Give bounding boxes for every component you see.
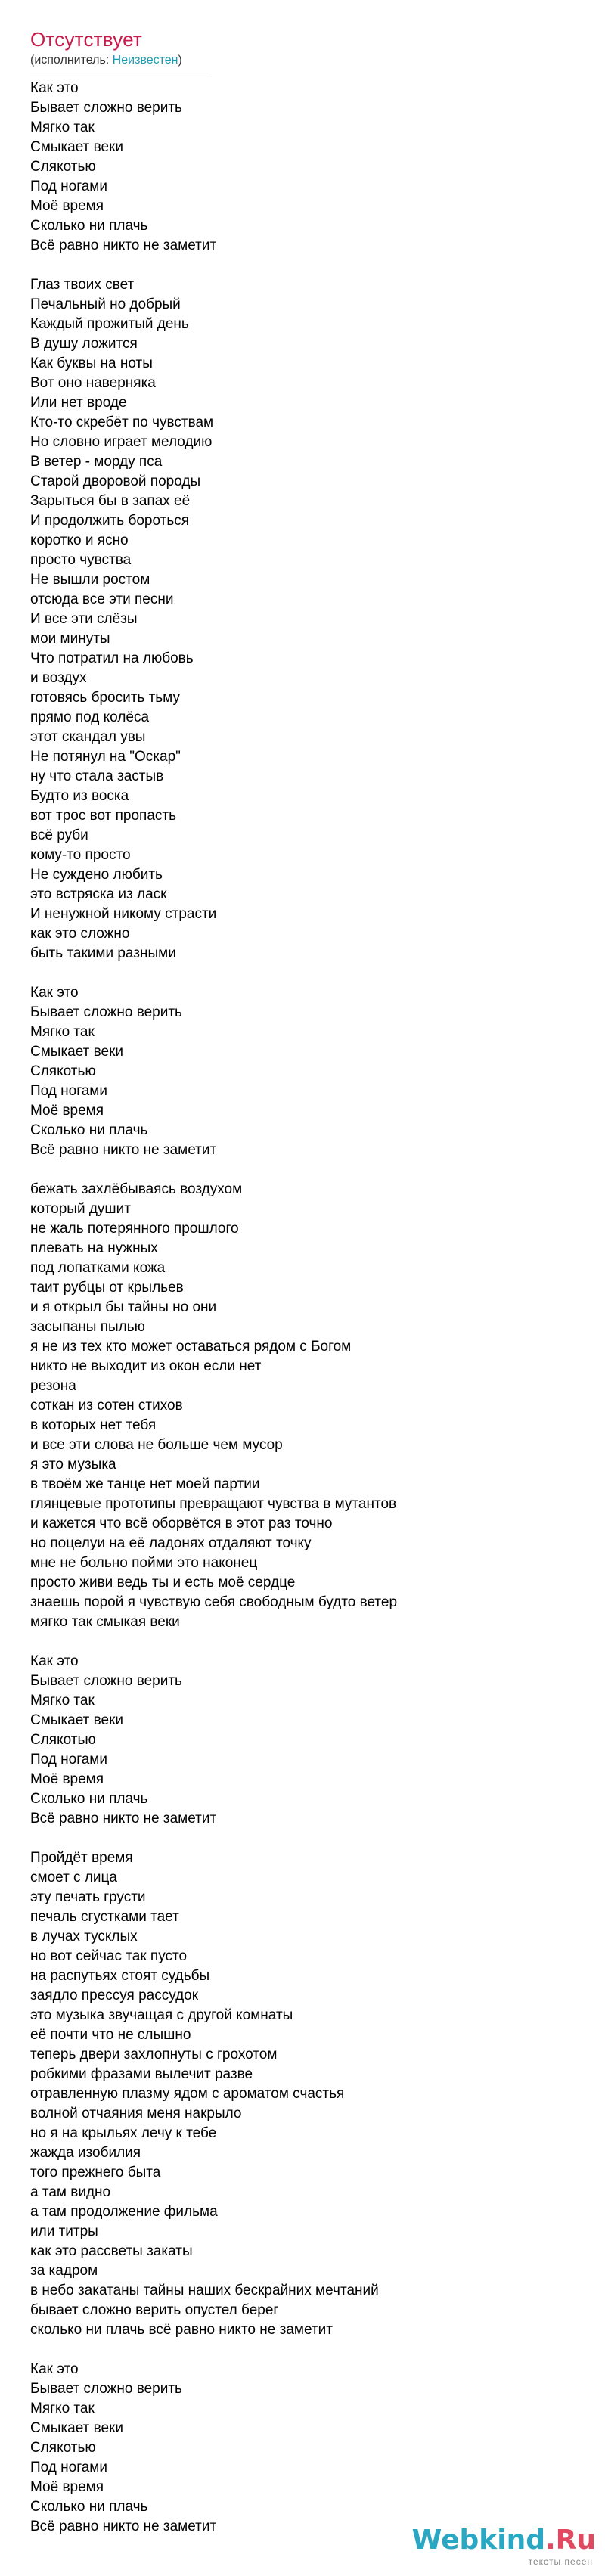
lyric-line: который душит [30,1201,131,1217]
lyric-line: сколько ни плачь всё равно никто не заметит [30,2322,333,2338]
lyric-line: И продолжить бороться [30,513,190,529]
lyric-line: мои минуты [30,631,110,647]
lyric-line: Слякотью [30,159,96,175]
artist-suffix: ) [178,54,182,67]
lyric-line: в небо закатаны тайны наших бескрайних мечтаний [30,2283,379,2298]
lyric-line: это музыка звучащая с другой комнаты [30,2007,293,2023]
lyric-line: Всё равно никто не заметит [30,1142,217,1158]
lyric-line: В душу ложится [30,336,138,352]
lyric-line: Зарыться бы в запах её [30,493,191,509]
lyric-line: Вот оно наверняка [30,375,156,391]
lyric-line: Смыкает веки [30,1044,124,1060]
lyric-line: Всё равно никто не заметит [30,2519,217,2534]
lyric-line: Смыкает веки [30,2420,124,2436]
lyric-line: таит рубцы от крыльев [30,1280,184,1296]
lyric-line: а там видно [30,2184,111,2200]
lyric-line: теперь двери захлопнуты с грохотом [30,2047,278,2062]
lyric-line: Мягко так [30,2401,95,2416]
stanza-break [30,1829,575,1848]
site-tagline: тексты песен [528,2556,593,2567]
site-logo-suffix: .Ru [544,2525,596,2556]
lyric-line: печаль сгустками тает [30,1909,179,1925]
lyric-line: и кажется что всё оборвётся в этот раз точно [30,1516,333,1532]
lyric-line: Не вышли ростом [30,572,150,588]
lyric-line: мягко так смыкая веки [30,1614,180,1630]
lyric-line: как это рассветы закаты [30,2243,193,2259]
lyric-line: того прежнего быта [30,2165,161,2180]
lyric-line: Бывает сложно верить [30,1673,182,1689]
lyric-line: но вот сейчас так пусто [30,1948,188,1964]
lyric-line: её почти что не слышно [30,2027,191,2043]
lyric-line: Как это [30,1653,79,1669]
lyric-line: как это сложно [30,926,130,942]
lyric-line: в твоём же танце нет моей партии [30,1476,260,1492]
lyric-line: этот скандал увы [30,729,146,745]
lyric-line: а там продолжение фильма [30,2204,218,2220]
lyric-line: всё руби [30,827,88,843]
lyric-line: эту печать грусти [30,1889,146,1905]
lyric-line: Бывает сложно верить [30,2381,182,2397]
lyric-line: никто не выходит из окон если нет [30,1358,262,1374]
lyric-line: Старой дворовой породы [30,473,201,489]
lyric-line: вот трос вот пропасть [30,808,177,824]
lyrics-body [30,79,575,2537]
stanza-break [30,256,575,275]
lyric-line: не жаль потерянного прошлого [30,1221,239,1237]
lyric-line: мне не больно пойми это наконец [30,1555,258,1571]
lyric-line: ну что стала застыв [30,768,164,784]
lyric-line: Моё время [30,2479,104,2495]
lyric-line: Всё равно никто не заметит [30,1811,217,1826]
lyric-line: я не из тех кто может оставаться рядом с Богом [30,1339,352,1355]
lyric-line: и все эти слова не больше чем мусор [30,1437,283,1453]
artist-prefix: (исполнитель: [30,54,113,67]
lyric-line: Сколько ни плачь [30,1791,148,1807]
lyric-line: плевать на нужных [30,1240,158,1256]
lyric-line: волной отчаяния меня накрыло [30,2106,242,2121]
lyric-line: просто чувства [30,552,132,568]
lyric-line: коротко и ясно [30,532,129,548]
lyric-line: Глаз твоих свет [30,277,135,293]
lyric-line: Смыкает веки [30,139,124,155]
lyric-line: Мягко так [30,1693,95,1709]
lyric-line: жажда изобилия [30,2145,141,2161]
lyric-line: засыпаны пылью [30,1319,145,1335]
lyric-line: Пройдёт время [30,1850,133,1866]
lyric-line: Печальный но добрый [30,296,181,312]
lyric-line: Не суждено любить [30,867,163,883]
lyric-line: Моё время [30,1103,104,1119]
lyric-line: Сколько ни плачь [30,218,148,234]
lyric-line: Что потратил на любовь [30,650,194,666]
lyric-line: Будто из воска [30,788,129,804]
lyric-line: просто живи ведь ты и есть моё сердце [30,1575,296,1591]
lyric-line: Всё равно никто не заметит [30,237,217,253]
lyric-line: Под ногами [30,2460,107,2475]
lyric-line: смоет с лица [30,1870,117,1885]
lyric-line: Сколько ни плачь [30,1122,148,1138]
lyric-line: отсюда все эти песни [30,591,174,607]
lyric-line: в лучах тусклых [30,1929,138,1944]
lyric-line: под лопатками кожа [30,1260,166,1276]
lyric-line: Сколько ни плачь [30,2499,148,2515]
lyric-line: кому-то просто [30,847,131,863]
lyric-line: Слякотью [30,1063,96,1079]
site-watermark [411,2525,596,2570]
stanza-break [30,2340,575,2360]
lyric-line: но поцелуи на её ладонях отдаляют точку [30,1535,312,1551]
lyric-line: и я открыл бы тайны но они [30,1299,217,1315]
lyric-line: но я на крыльях лечу к тебе [30,2125,217,2141]
lyric-line: на распутьях стоят судьбы [30,1968,210,1984]
lyric-line: Слякотью [30,1732,96,1748]
lyric-line: бежать захлёбываясь воздухом [30,1181,243,1197]
lyric-line: резона [30,1378,76,1394]
stanza-break [30,1160,575,1180]
lyric-line: Под ногами [30,1752,107,1768]
stanza-break [30,1632,575,1652]
lyric-line: И все эти слёзы [30,611,138,627]
lyric-line: Мягко так [30,1024,95,1040]
artist-line [30,53,182,68]
lyric-line: готовясь бросить тьму [30,690,180,706]
lyric-line: Моё время [30,198,104,214]
lyric-line: Моё время [30,1771,104,1787]
lyric-line: Как это [30,985,79,1001]
lyric-line: Бывает сложно верить [30,100,182,116]
lyric-line: И ненужной никому страсти [30,906,217,922]
stanza-break [30,964,575,983]
lyric-line: Под ногами [30,1083,107,1099]
lyric-line: робкими фразами вылечит разве [30,2066,253,2082]
lyric-line: Каждый прожитый день [30,316,189,332]
lyric-line: и воздух [30,670,87,686]
lyric-line: Мягко так [30,119,95,135]
lyric-line: за кадром [30,2263,98,2279]
lyric-line: это встряска из ласк [30,886,167,902]
lyric-line: глянцевые прототипы превращают чувства в мутантов [30,1496,397,1512]
lyric-line: Слякотью [30,2440,96,2456]
lyric-line: Под ногами [30,178,107,194]
lyric-line: бывает сложно верить опустел берег [30,2302,279,2318]
lyric-line: Как это [30,80,79,96]
lyric-line: Кто-то скребёт по чувствам [30,414,214,430]
lyric-line: Как это [30,2361,79,2377]
lyric-line: прямо под колёса [30,709,150,725]
lyric-line: Но словно играет мелодию [30,434,213,450]
lyric-line: быть такими разными [30,945,176,961]
lyric-line: Смыкает веки [30,1712,124,1728]
lyric-line: Не потянул на "Оскар" [30,749,181,765]
lyric-line: в которых нет тебя [30,1417,157,1433]
lyric-line: знаешь порой я чувствую себя свободным будто ветер [30,1594,398,1610]
site-logo-main: Webkind [411,2525,545,2556]
lyric-line: В ветер - морду пса [30,454,163,470]
site-logo [412,2525,596,2556]
lyric-line: соткан из сотен стихов [30,1398,183,1414]
lyric-line: заядло прессуя рассудок [30,1988,199,2003]
lyric-line: Как буквы на ноты [30,355,153,371]
lyric-line: я это музыка [30,1457,116,1473]
lyric-line: отравленную плазму ядом с ароматом счастья [30,2086,345,2102]
page-title: Отсутствует [30,28,143,51]
lyric-line: Или нет вроде [30,395,127,411]
artist-link[interactable]: Неизвестен [112,54,178,67]
lyric-line: Бывает сложно верить [30,1004,182,1020]
lyric-line: или титры [30,2224,98,2239]
